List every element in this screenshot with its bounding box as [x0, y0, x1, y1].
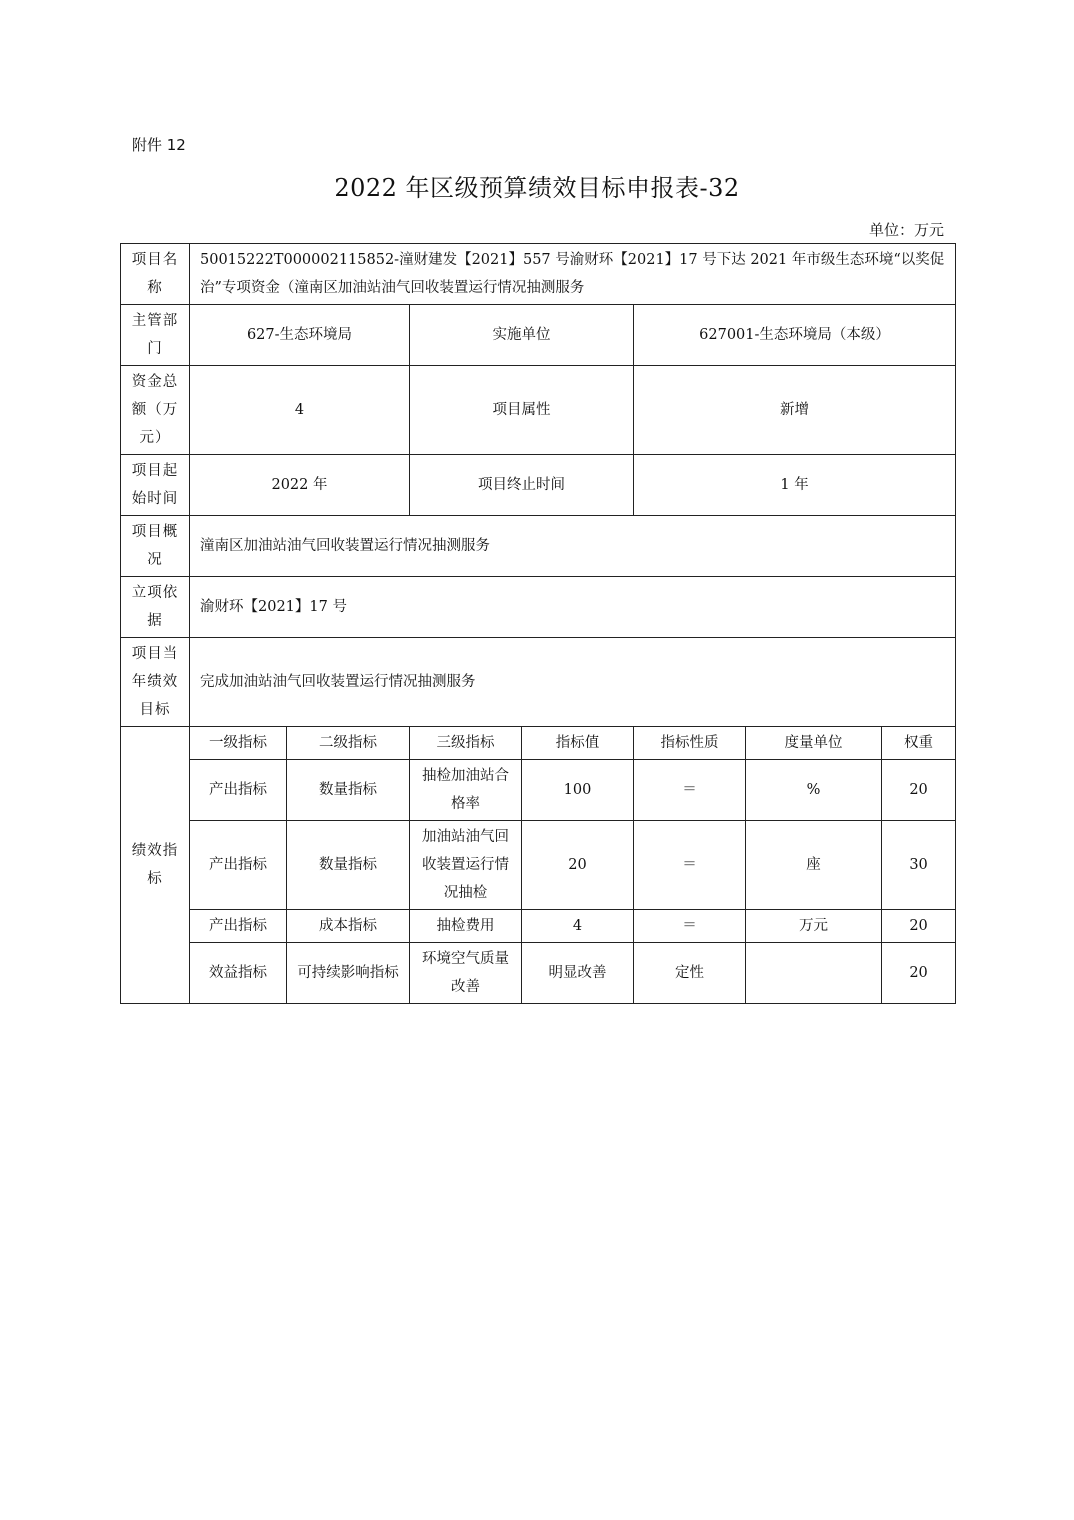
implementing-unit-value: 627001-生态环境局（本级） [634, 305, 956, 366]
cell-level2: 数量指标 [287, 821, 410, 910]
end-time-label: 项目终止时间 [410, 455, 634, 516]
cell-nature: 定性 [634, 943, 746, 1004]
end-time-value: 1 年 [634, 455, 956, 516]
page-title: 2022 年区级预算绩效目标申报表-32 [334, 174, 740, 202]
overview-label: 项目概况 [121, 516, 190, 577]
start-time-value: 2022 年 [190, 455, 410, 516]
cell-level2: 成本指标 [287, 910, 410, 943]
department-value: 627-生态环境局 [190, 305, 410, 366]
total-funds-value: 4 [190, 366, 410, 455]
row-basis [121, 577, 956, 638]
cell-value: 100 [522, 760, 634, 821]
performance-target-table [120, 243, 956, 1004]
header-level1: 一级指标 [190, 727, 287, 760]
header-level3: 三级指标 [410, 727, 522, 760]
implementing-unit-label: 实施单位 [410, 305, 634, 366]
header-unit: 度量单位 [746, 727, 882, 760]
cell-nature: ＝ [634, 910, 746, 943]
cell-weight: 20 [882, 943, 956, 1004]
basis-value: 渝财环【2021】17 号 [190, 577, 956, 638]
project-attribute-value: 新增 [634, 366, 956, 455]
cell-unit: 座 [746, 821, 882, 910]
cell-weight: 30 [882, 821, 956, 910]
cell-value: 4 [522, 910, 634, 943]
cell-level3: 抽检费用 [410, 910, 522, 943]
cell-level1: 产出指标 [190, 821, 287, 910]
header-weight: 权重 [882, 727, 956, 760]
start-time-label: 项目起始时间 [121, 455, 190, 516]
cell-level2: 数量指标 [287, 760, 410, 821]
table-row [121, 760, 956, 821]
unit-label: 单位：万元 [868, 221, 944, 239]
cell-weight: 20 [882, 910, 956, 943]
basis-label: 立项依据 [121, 577, 190, 638]
indicator-header-row [121, 727, 956, 760]
cell-weight: 20 [882, 760, 956, 821]
annual-goal-value: 完成加油站油气回收装置运行情况抽测服务 [190, 638, 956, 727]
project-attribute-label: 项目属性 [410, 366, 634, 455]
department-label: 主管部门 [121, 305, 190, 366]
cell-level1: 效益指标 [190, 943, 287, 1004]
header-value: 指标值 [522, 727, 634, 760]
attachment-label: 附件 12 [132, 136, 186, 154]
row-department [121, 305, 956, 366]
cell-value: 20 [522, 821, 634, 910]
row-overview [121, 516, 956, 577]
row-project-name [121, 244, 956, 305]
cell-level1: 产出指标 [190, 910, 287, 943]
cell-unit: 万元 [746, 910, 882, 943]
row-annual-goal [121, 638, 956, 727]
row-time [121, 455, 956, 516]
cell-level3: 环境空气质量改善 [410, 943, 522, 1004]
cell-level3: 加油站油气回收装置运行情况抽检 [410, 821, 522, 910]
indicators-label: 绩效指标 [121, 727, 190, 1004]
cell-unit: % [746, 760, 882, 821]
project-name-value: 50015222T000002115852-潼财建发【2021】557 号渝财环【2021】17 号下达 2021 年市级生态环境“以奖促治”专项资金（潼南区加油站油气回收装置运行情况抽测服务 [190, 244, 956, 305]
table-row [121, 943, 956, 1004]
cell-level1: 产出指标 [190, 760, 287, 821]
header-level2: 二级指标 [287, 727, 410, 760]
table-row [121, 910, 956, 943]
cell-unit [746, 943, 882, 1004]
row-funds [121, 366, 956, 455]
cell-nature: ＝ [634, 821, 746, 910]
cell-level3: 抽检加油站合格率 [410, 760, 522, 821]
table-row [121, 821, 956, 910]
project-name-label: 项目名称 [121, 244, 190, 305]
annual-goal-label: 项目当年绩效目标 [121, 638, 190, 727]
cell-level2: 可持续影响指标 [287, 943, 410, 1004]
cell-nature: ＝ [634, 760, 746, 821]
overview-value: 潼南区加油站油气回收装置运行情况抽测服务 [190, 516, 956, 577]
cell-value: 明显改善 [522, 943, 634, 1004]
total-funds-label: 资金总额（万元） [121, 366, 190, 455]
header-nature: 指标性质 [634, 727, 746, 760]
